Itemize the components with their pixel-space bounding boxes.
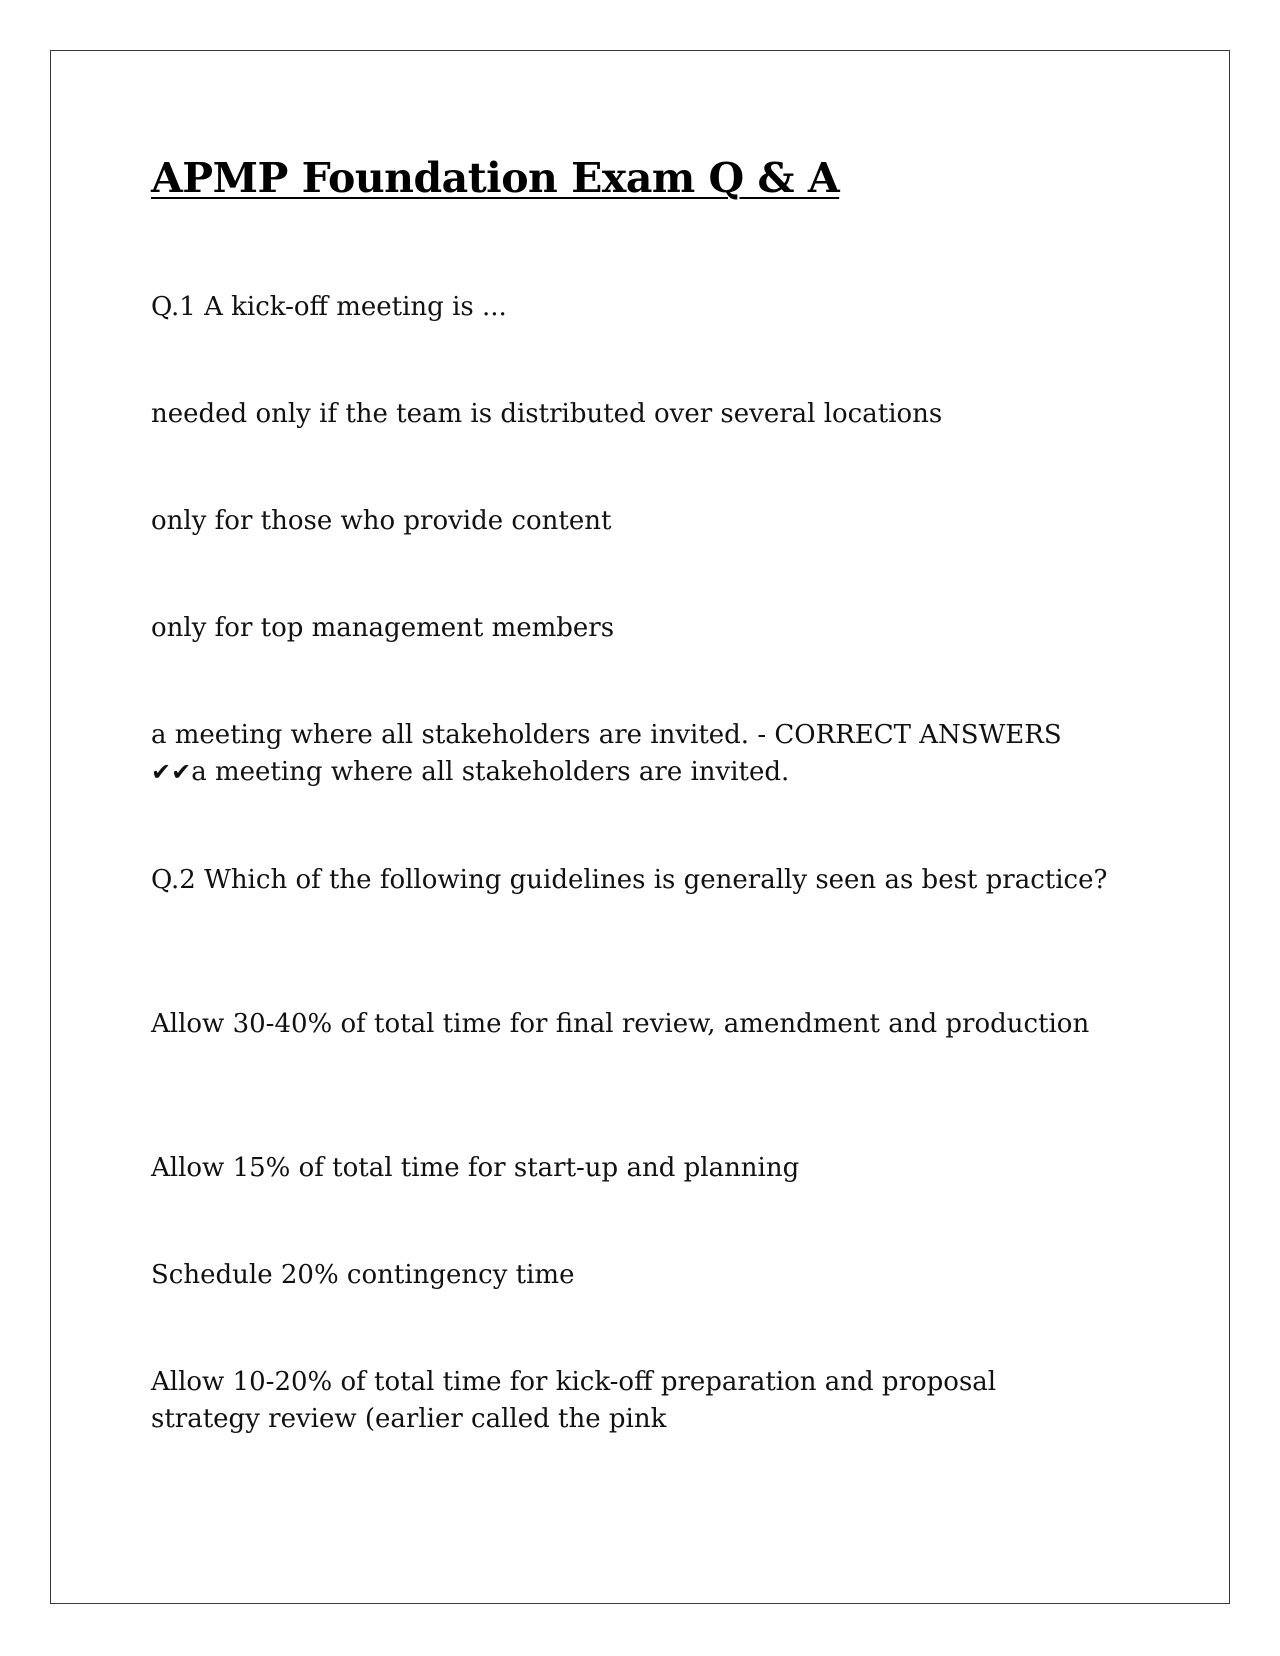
q2-option-1: Allow 30-40% of total time for final review, amendment and production	[151, 1009, 1090, 1039]
q2-option-3: Schedule 20% contingency time	[151, 1260, 575, 1290]
checkmark-icon: ✔✔	[151, 758, 192, 786]
q1-option-2: only for those who provide content	[151, 506, 612, 536]
q1-option-1: needed only if the team is distributed over several locations	[151, 399, 943, 429]
document-body	[151, 150, 1111, 1434]
q1-option-4-text: a meeting where all stakeholders are invited. - CORRECT ANSWERS	[151, 720, 1062, 750]
question-1: Q.1 A kick-off meeting is ...	[151, 292, 507, 322]
q2-option-4: Allow 10-20% of total time for kick-off preparation and proposal strategy review (earlier called the pink	[151, 1367, 997, 1434]
page-title: APMP Foundation Exam Q & A	[151, 154, 840, 202]
q1-option-4-with-answer	[151, 717, 1111, 791]
q1-option-3: only for top management members	[151, 613, 615, 643]
question-2: Q.2 Which of the following guidelines is generally seen as best practice?	[151, 865, 1108, 895]
q2-option-2: Allow 15% of total time for start-up and planning	[151, 1153, 800, 1183]
q1-correct-answer: a meeting where all stakeholders are invited.	[191, 757, 790, 787]
